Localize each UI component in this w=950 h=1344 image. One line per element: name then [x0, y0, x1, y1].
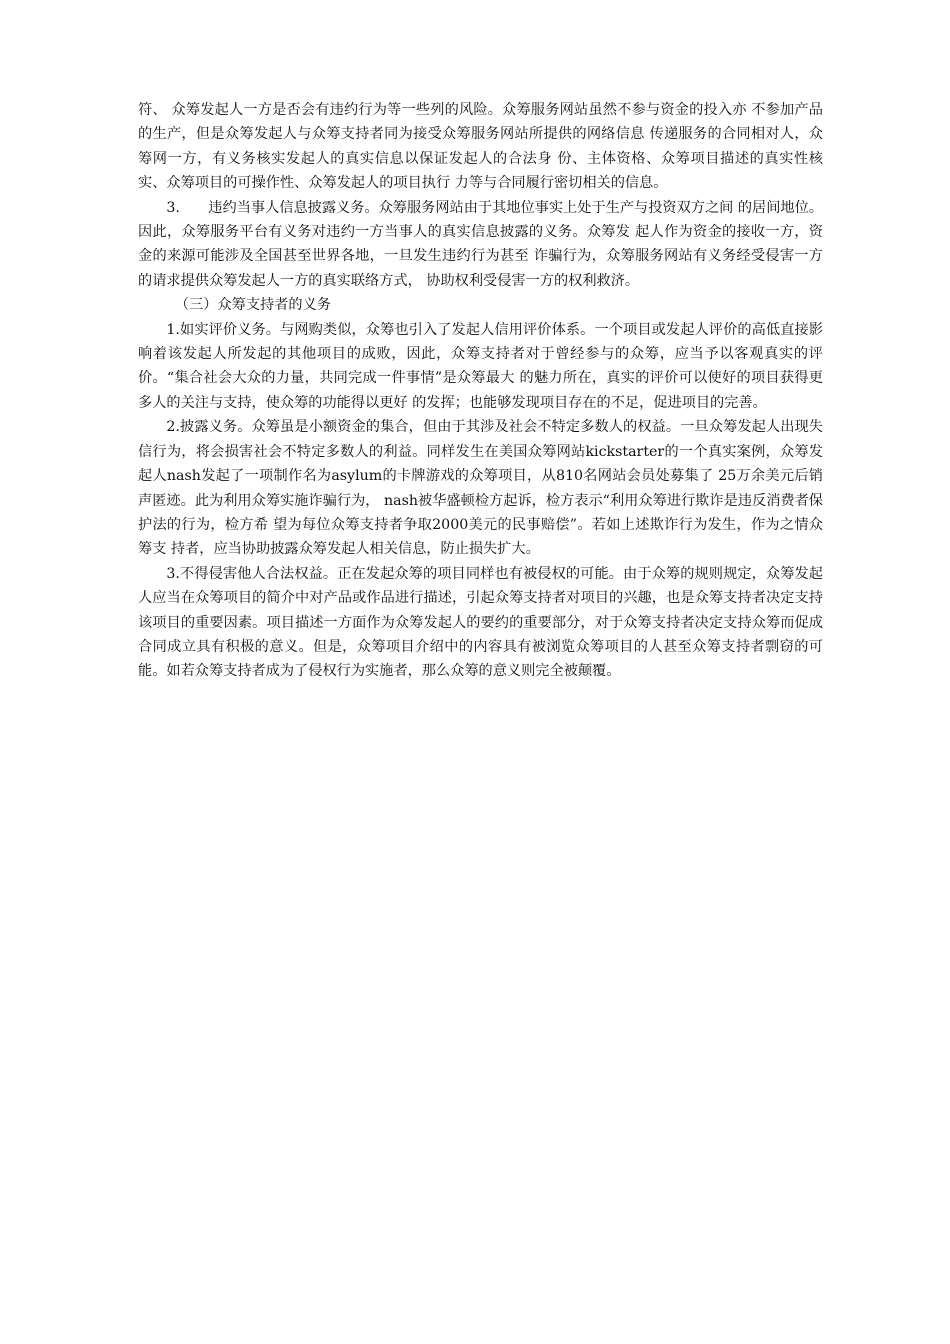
paragraph-no-infringement-duty: 3.不得侵害他人合法权益。正在发起众筹的项目同样也有被侵权的可能。由于众筹的规则规定，众筹发起人应当在众筹项目的简介中对产品或作品进行描述，引起众筹支持者对项目的兴趣，也是众筹支持者决定支持该项目的重要因素。项目描述一方面作为众筹发起人的要约的重要部分，对于众筹支持者决定支持众筹而促成合同成立具有积极的意义。但是，众筹项目介绍中的内容具有被浏览众筹项目的人甚至众筹支持者剽窃的可能。如若众筹支持者成为了侵权行为实施者，那么众筹的意义则完全被颠覆。: [138, 565, 823, 680]
paragraph-honest-evaluation-duty: 1.如实评价义务。与网购类似，众筹也引入了发起人信用评价体系。一个项目或发起人评价的高低直接影响着该发起人所发起的其他项目的成败，因此，众筹支持者对于曾经参与的众筹，应当予以客观真实的评价。“集合社会大众的力量，共同完成一件事情”是众筹最大 的魅力所在，真实的评价可以使好的项目获得更多人的关注与支持，使众筹的功能得以更好 的发挥；也能够发现项目存在的不足，促进项目的完善。: [138, 321, 823, 411]
paragraph-disclosure-duty: 2.披露义务。众筹虽是小额资金的集合，但由于其涉及社会不特定多数人的权益。一旦众筹发起人出现失信行为，将会损害社会不特定多数人的利益。同样发生在美国众筹网站kickstarter的一个真实案例，众筹发起人nash发起了一项制作名为asylum的卡牌游戏的众筹项目，从810名网站会员处募集了 25万余美元后销声匿迹。此为利用众筹实施诈骗行为， nash被华盛顿检方起诉，检方表示“利用众筹进行欺诈是违反消费者保护法的行为，检方希 望为每位众筹支持者争取2000美元的民事赔偿”。若如上述欺诈行为发生，作为之情众筹支 持者，应当协助披露众筹发起人相关信息，防止损失扩大。: [138, 419, 823, 558]
paragraph-breach-disclosure-duty: 3. 违约当事人信息披露义务。众筹服务网站由于其地位事实上处于生产与投资双方之间 的居间地位。因此，众筹服务平台有义务对违约一方当事人的真实信息披露的义务。众筹发 起人作为资金的接收一方，资金的来源可能涉及全国甚至世界各地，一旦发生违约行为甚至 诈骗行为，众筹服务网站有义务经受侵害一方的请求提供众筹发起人一方的真实联络方式， 协助权利受侵害一方的权利救济。: [138, 199, 823, 289]
document-body: [138, 98, 823, 684]
paragraph-continuation: 符、 众筹发起人一方是否会有违约行为等一些列的风险。众筹服务网站虽然不参与资金的投入亦 不参加产品的生产，但是众筹发起人与众筹支持者同为接受众筹服务网站所提供的网络信息 传递服务的合同相对人，众筹网一方，有义务核实发起人的真实信息以保证发起人的合法身 份、主体资格、众筹项目描述的真实性核实、众筹项目的可操作性、众筹发起人的项目执行 力等与合同履行密切相关的信息。: [138, 102, 823, 192]
section-heading-supporter-duties: （三）众筹支持者的义务: [174, 297, 331, 314]
